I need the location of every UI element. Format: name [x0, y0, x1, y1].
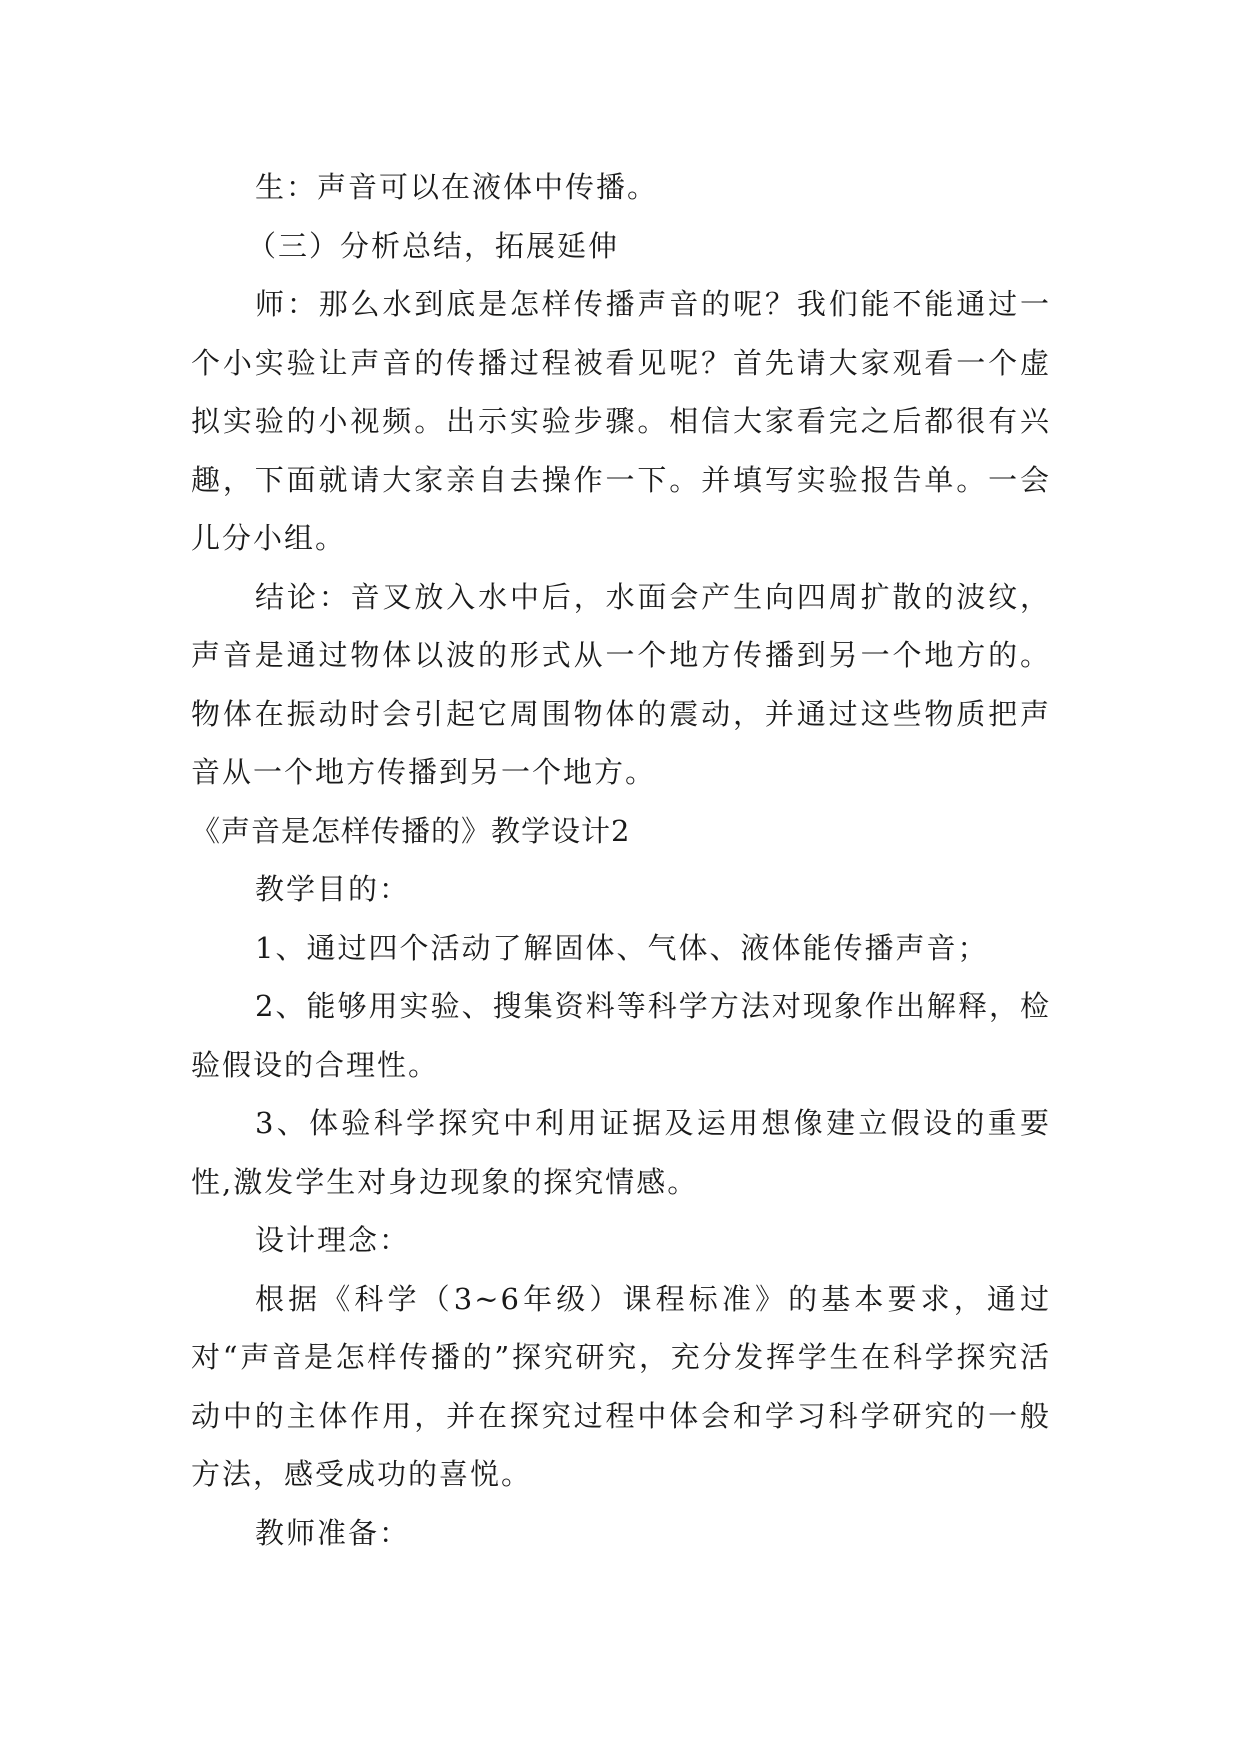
heading-design-concept: 设计理念：: [255, 1223, 411, 1257]
paragraph-design-concept: 根据《科学（3~6年级）课程标准》的基本要求，通过对“声音是怎样传播的”探究研究，充分发挥学生在科学探究活动中的主体作用，并在探究过程中体会和学习科学研究的一般方法，感受成功的喜悦。: [191, 1281, 1051, 1491]
paragraph-conclusion: 结论：音叉放入水中后，水面会产生向四周扩散的波纹，声音是通过物体以波的形式从一个地方传播到另一个地方的。物体在振动时会引起它周围物体的震动，并通过这些物质把声音从一个地方传播到另一个地方。: [191, 579, 1051, 789]
objective-item-3: 3、体验科学探究中利用证据及运用想像建立假设的重要性,激发学生对身边现象的探究情感。: [191, 1106, 1051, 1199]
heading-teacher-preparation: 教师准备：: [255, 1515, 411, 1550]
document-body: [191, 158, 1051, 1562]
objective-item-2: 2、能够用实验、搜集资料等科学方法对现象作出解释，检验假设的合理性。: [191, 989, 1051, 1082]
section-title: 《声音是怎样传播的》教学设计2: [191, 813, 631, 848]
paragraph-student-answer: 生：声音可以在液体中传播。: [255, 170, 659, 204]
paragraph-teacher-question: 师：那么水到底是怎样传播声音的呢？我们能不能通过一个小实验让声音的传播过程被看见呢？首先请大家观看一个虚拟实验的小视频。出示实验步骤。相信大家看完之后都很有兴趣，下面就请大家亲自去操作一下。并填写实验报告单。一会儿分小组。: [191, 287, 1051, 555]
heading-teaching-objectives: 教学目的：: [255, 872, 411, 906]
objective-item-1: 1、通过四个活动了解固体、气体、液体能传播声音；: [255, 930, 989, 965]
subheading-analysis-summary: （三）分析总结，拓展延伸: [247, 228, 620, 263]
